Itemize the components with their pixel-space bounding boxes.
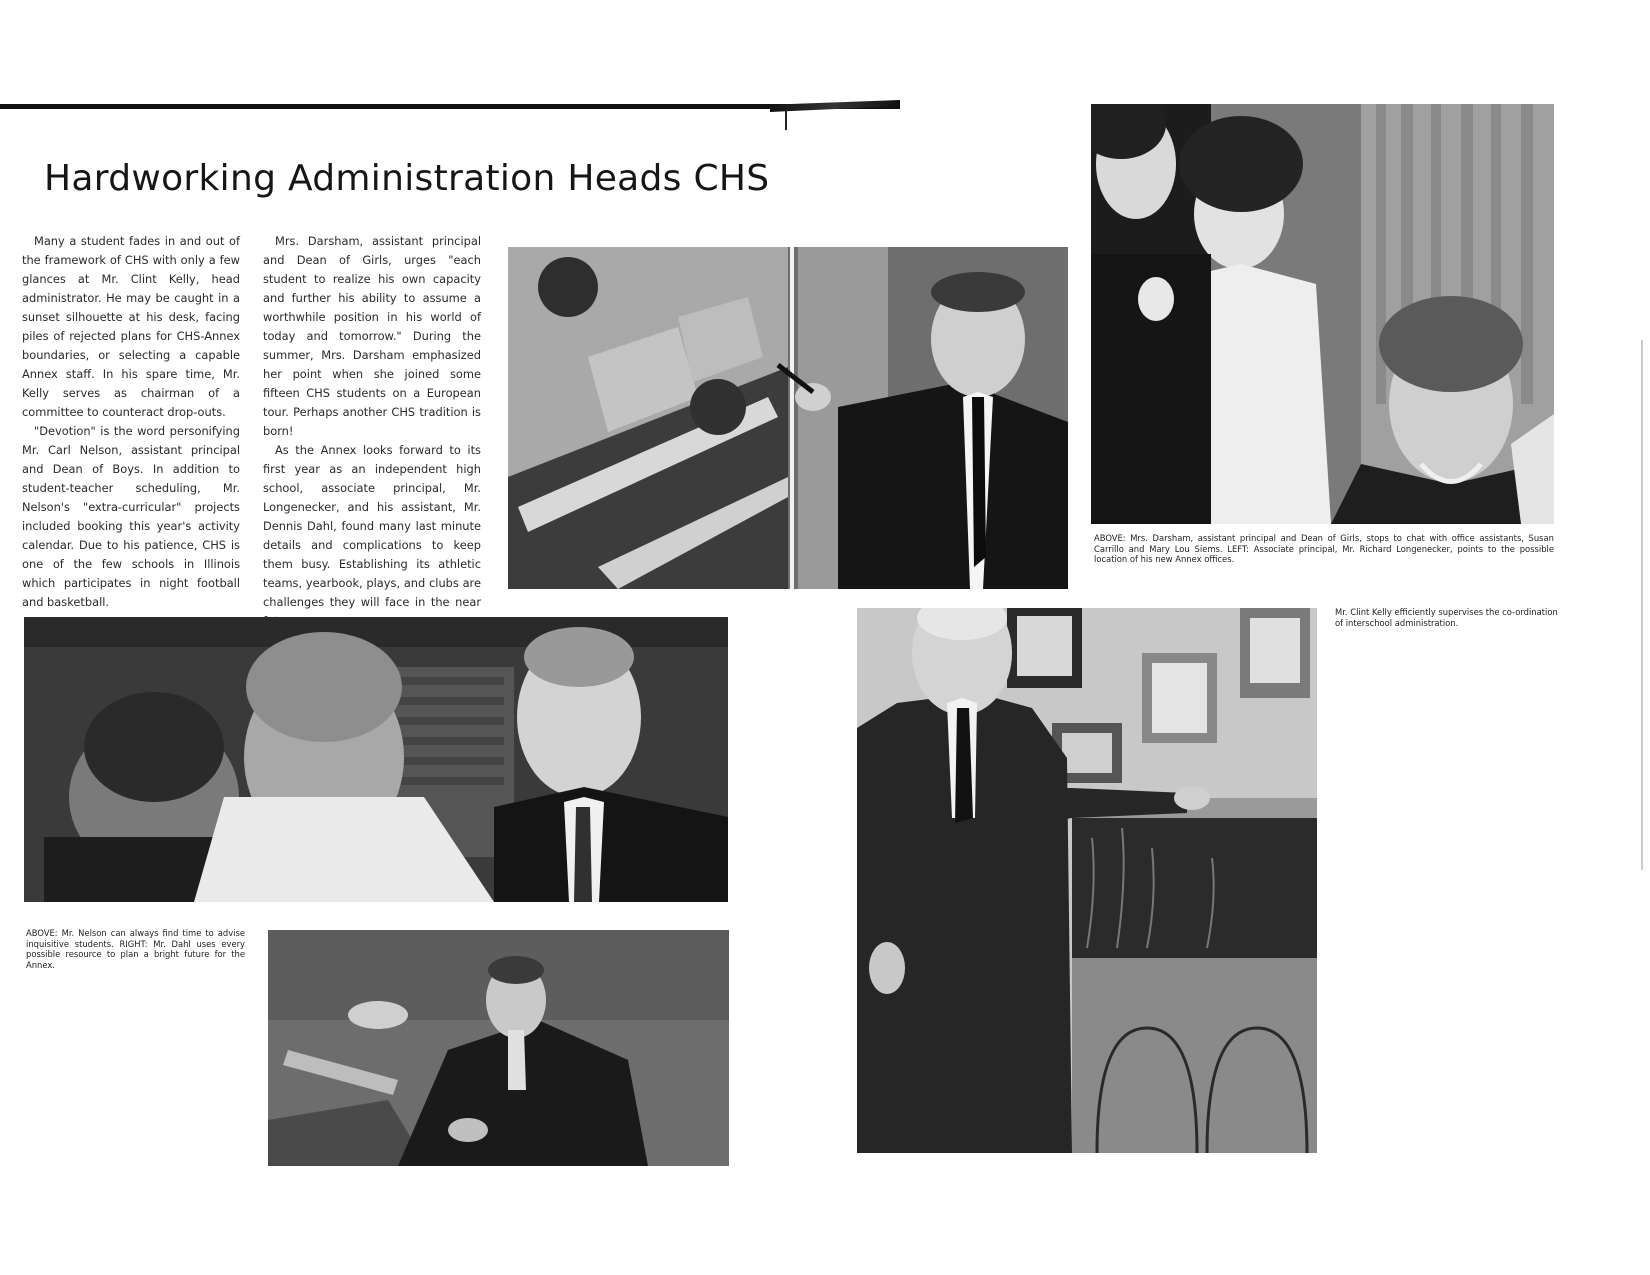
page-gutter	[785, 110, 787, 130]
caption-kelly: Mr. Clint Kelly efficiently supervises the co-ordination of interschool administration.	[1335, 607, 1558, 628]
caption-nelson-dahl: ABOVE: Mr. Nelson can always find time to advise inquisitive students. RIGHT: Mr. Dahl uses every possible resource to plan a bright future for the Annex.	[26, 928, 245, 970]
photo-longenecker-map	[508, 247, 1068, 589]
body-column-1	[22, 232, 240, 612]
photo-kelly-aquarium	[857, 608, 1317, 1153]
photo-nelson-students	[24, 617, 728, 902]
photo-dahl-site	[268, 930, 729, 1166]
caption-darsham-longenecker: ABOVE: Mrs. Darsham, assistant principal and Dean of Girls, stops to chat with office assistants, Susan Carrillo and Mary Lou Siems. LEFT: Associate principal, Mr. Richard Longenecker, points to the possible location of his new Annex offices.	[1094, 533, 1554, 564]
body-column-2	[263, 232, 481, 631]
page-fold-shadow	[770, 100, 900, 112]
paragraph-darsham: Mrs. Darsham, assistant principal and Dean of Girls, urges "each student to realize his own capacity and further his ability to assume a worthwhile position in his world of today and tomorrow." During the summer, Mrs. Darsham emphasized her point when she joined some fifteen CHS students on a European tour. Perhaps another CHS tradition is born!	[263, 234, 481, 438]
page-headline: Hardworking Administration Heads CHS	[44, 158, 770, 199]
paragraph-annex: As the Annex looks forward to its first year as an independent high school, associate principal, Mr. Longenecker, and his assistant, Mr. Dennis Dahl, found many last minute details and complications to keep them busy. Establishing its athletic teams, yearbook, plays, and clubs are challenges they will face in the near	[263, 443, 481, 609]
photo-darsham-assistants	[1091, 104, 1554, 524]
right-margin-shadow	[1641, 340, 1643, 870]
paragraph-nelson: "Devotion" is the word personifying Mr. Carl Nelson, assistant principal and Dean of Boys. In addition to student-teacher scheduling, Mr. Nelson's "extra-curricular" projects included booking this year's activity calendar. Due to his patience, CHS is one of the few schools in Illinois which participates in night football and basketball.	[22, 424, 240, 609]
top-rule	[0, 104, 900, 109]
paragraph-kelly: Many a student fades in and out of the framework of CHS with only a few glances at Mr. Clint Kelly, head administrator. He may be caught in a sunset silhouette at his desk, facing piles of rejected plans for CHS-Annex boundaries, or selecting a capable Annex staff. In his spare time, Mr. Kelly serves as chairman of a committee to counteract drop-outs.	[22, 234, 240, 419]
